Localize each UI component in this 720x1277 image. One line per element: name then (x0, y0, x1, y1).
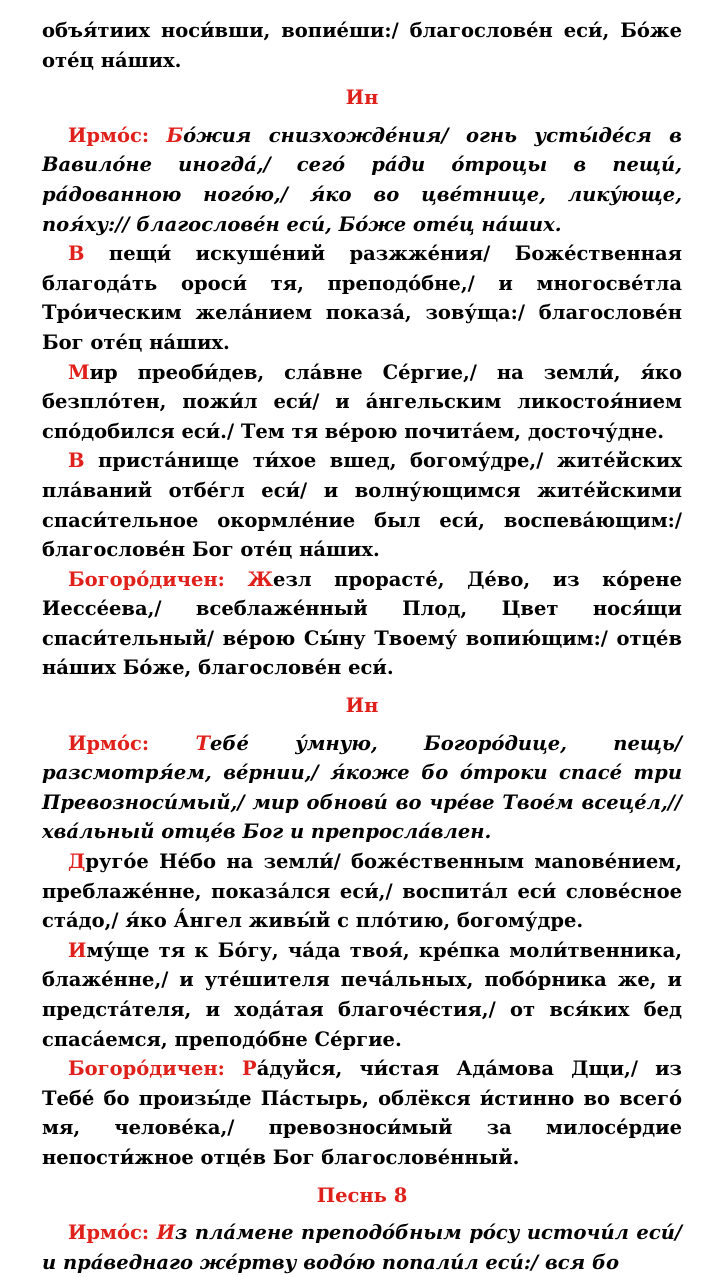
theotokion-paragraph-1 (42, 565, 682, 683)
theotokion-text: езл прорасте́, Де́во, из ко́рене Иессе́ева,/ всеблаже́нный Плод, Цвет нося́щи спаси́тельный/ ве́рою Сы́ну Твоему́ вопию́щим:/ отце́в на́ших Бо́же, благослове́н еси́. (42, 567, 682, 680)
troparion-paragraph (42, 847, 682, 936)
troparion-initial: И (68, 938, 87, 962)
irmos-text: ебе́ у́мную, Богоро́дице, пещь/ разсмотря́ем, ве́рнии,/ я́коже бо о́троки спасе́ три Превозноси́мый,/ мир обнови́ во чре́ве Твое́м всеце́л,// хва́льный отце́в Бог и препросла́влен. (42, 731, 682, 844)
irmos-text: з пла́мене преподо́бным ро́су источи́л еси́/ и пра́веднаго же́ртву водо́ю попали́л еси́:/ вся бо (42, 1221, 682, 1274)
continuation-text: объя́тиих носи́вши, вопие́ши:/ благослове́н еси́, Бо́же оте́ц на́ших. (42, 19, 682, 72)
irmos-paragraph-1 (42, 121, 682, 239)
troparion-initial: Д (68, 850, 86, 874)
troparion-initial: В (68, 449, 85, 473)
troparion-paragraph (42, 358, 682, 447)
section-heading-in-2: Ин (345, 694, 379, 718)
continuation-paragraph (42, 16, 682, 75)
troparion-text: руго́е Не́бо на земли́/ боже́ственным мanове́нием, преблаже́нне, показа́лся еси́,/ воспита́л еси́ слове́сное ста́до,/ я́ко А́нгел живы́й с пло́тию, богому́дре. (42, 850, 682, 933)
irmos-label: Ирмо́с: (68, 731, 196, 755)
troparion-text: му́ще тя к Бо́гу, ча́да твоя́, кре́пка моли́твенника, блаже́нне,/ и уте́шителя печа́льных, побо́рника же, и предста́теля, и хода́тая благоче́стия,/ от вся́ких бед спаса́емся, преподо́бне Се́ргие. (42, 938, 682, 1051)
troparion-initial: В (68, 242, 85, 266)
theotokion-label: Богоро́дичен: (68, 567, 248, 591)
troparion-paragraph (42, 936, 682, 1054)
section-heading-song-8: Песнь 8 (316, 1183, 408, 1207)
irmos-initial: Б (166, 123, 184, 147)
troparion-initial: М (68, 360, 90, 384)
troparion-text: приста́нище ти́хое вшед, богому́дре,/ жите́йских пла́ваний отбе́гл еси́/ и волну́ющимся жите́йскими спаси́тельное окормле́ние был еси́, воспева́ющим:/ благослове́н Бог оте́ц на́ших. (42, 449, 682, 562)
theotokion-initial: Ж (247, 567, 274, 591)
theotokion-paragraph-2 (42, 1054, 682, 1172)
theotokion-label: Богоро́дичен: (68, 1057, 243, 1081)
irmos-initial: Т (195, 731, 210, 755)
irmos-text: о́жия снизхожде́ния/ огнь усты́де́ся в Вавило́не иногда́,/ сего́ ра́ди о́троцы в пещи́, ра́дованною ного́ю,/ я́ко во цве́тнице, лику́юще, поя́ху:// благослове́н еси́, Бо́же оте́ц на́ших. (42, 123, 682, 236)
theotokion-text: а́дуйся, чи́стая Ада́мова Дщи,/ из Тебе́ бо произы́де Па́стырь, облёкся и́стинно во всего́ мя, челове́ка,/ превозноси́мый за милосе́рдие непости́жное отце́в Бог благослове́нный. (42, 1057, 682, 1169)
theotokion-initial: Р (242, 1057, 257, 1081)
troparion-paragraph (42, 446, 682, 564)
irmos-initial: И (156, 1221, 175, 1245)
troparion-paragraph (42, 239, 682, 357)
irmos-paragraph-2 (42, 729, 682, 847)
irmos-paragraph-3 (42, 1218, 682, 1277)
troparion-text: пещи́ искуше́ний разжже́ния/ Боже́ственная благода́ть ороси́ тя, преподо́бне,/ и многосве́тла Тро́ическим жела́нием показа́, зову́ща:/ благослове́н Бог оте́ц на́ших. (42, 242, 682, 354)
section-heading-in-1: Ин (345, 86, 379, 110)
irmos-label: Ирмо́с: (68, 123, 167, 147)
troparion-text: ир преоби́дев, сла́вне Се́ргие,/ на земли́, я́ко безпло́тен, пожи́л еси́/ и а́нгельским ликостоя́нием спо́добился еси́./ Тем тя ве́рою почита́ем, досточу́дне. (42, 360, 682, 443)
irmos-label: Ирмо́с: (68, 1221, 157, 1245)
